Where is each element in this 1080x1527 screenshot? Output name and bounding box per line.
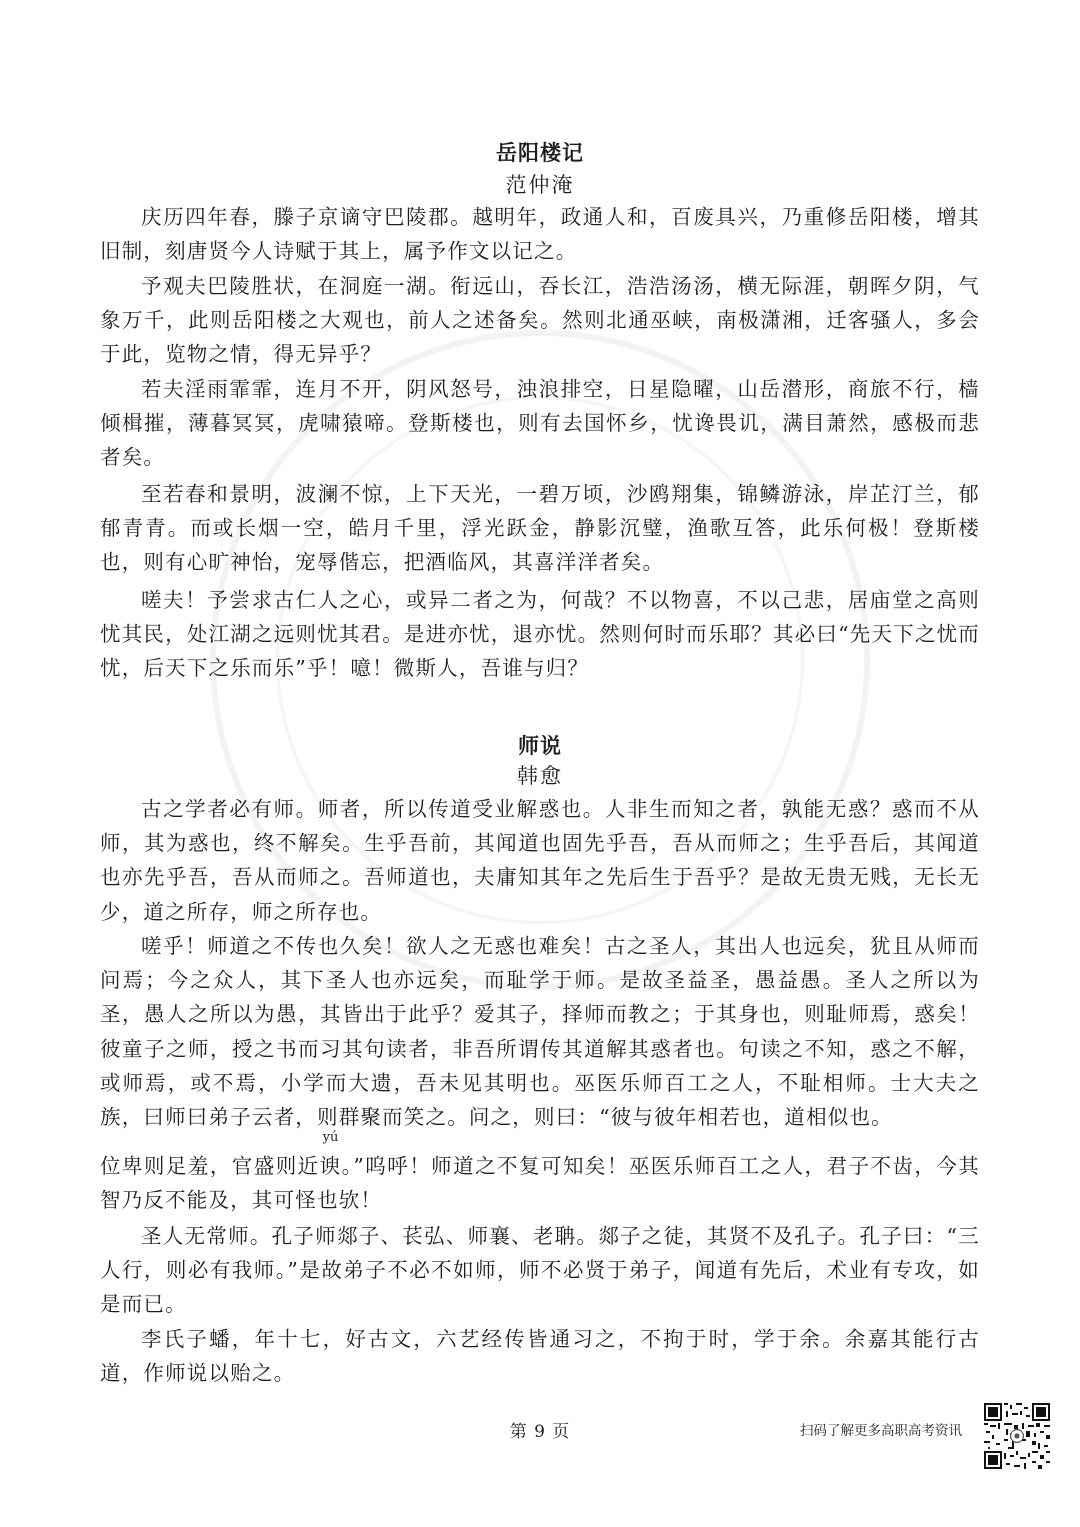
essay1-paragraph-4: 至若春和景明，波澜不惊，上下天光，一碧万顷，沙鸥翔集，锦鳞游泳，岸芷汀兰，郁郁青青。而或长烟一空，皓月千里，浮光跃金，静影沉璧，渔歌互答，此乐何极！登斯楼也，则有心旷神怡，宠辱偕忘，把酒临风，其喜洋洋者矣。 (100, 482, 980, 575)
essay1-paragraph-3: 若夫淫雨霏霏，连月不开，阴风怒号，浊浪排空，日星隐曜，山岳潜形，商旅不行，樯倾楫摧，薄暮冥冥，虎啸猿啼。登斯楼也，则有去国怀乡，忧谗畏讥，满目萧然，感极而悲者矣。 (100, 377, 980, 470)
annotated-character-base: 谀 (319, 1154, 342, 1178)
essay1-title: 岳阳楼记 (496, 141, 584, 165)
pinyin-annotation: yú (322, 1130, 339, 1145)
essay2-author: 韩愈 (517, 764, 563, 788)
qr-code-icon[interactable] (984, 1403, 1050, 1469)
essay2-title: 师说 (518, 734, 562, 758)
text-run: 位卑则足羞，官盛则近 (100, 1154, 320, 1178)
essay2-paragraph-4: 李氏子蟠，年十七，好古文，六艺经传皆通习之，不拘于时，学于余。余嘉其能行古道，作师说以贻之。 (100, 1327, 980, 1386)
essay2-paragraph-2-continued (100, 1130, 980, 1217)
essay2-paragraph-3: 圣人无常师。孔子师郯子、苌弘、师襄、老聃。郯子之徒，其贤不及孔子。孔子曰：“三人行，则必有我师。”是故弟子不必不如师，师不必贤于弟子，闻道有先后，术业有专攻，如是而已。 (100, 1224, 980, 1317)
essay2-paragraph-2: 嗟乎！师道之不传也久矣！欲人之无惑也难矣！古之圣人，其出人也远矣，犹且从师而问焉；今之众人，其下圣人也亦远矣，而耻学于师。是故圣益圣，愚益愚。圣人之所以为圣，愚人之所以为愚，其皆出于此乎？爱其子，择师而教之；于其身也，则耻师焉，惑矣！彼童子之师，授之书而习其句读者，非吾所谓传其道解其惑者也。句读之不知，惑之不解，或师焉，或不焉，小学而大遗，吾未见其明也。巫医乐师百工之人，不耻相师。士大夫之族，曰师曰弟子云者，则群聚而笑之。问之，则曰：“彼与彼年相若也，道相似也。 (100, 934, 980, 1130)
qr-caption: 扫码了解更多高职高考资讯 (800, 1423, 962, 1439)
essay1-paragraph-5: 嗟夫！予尝求古仁人之心，或异二者之为，何哉？不以物喜，不以己悲，居庙堂之高则忧其民，处江湖之远则忧其君。是进亦忧，退亦忧。然则何时而乐耶？其必曰“先天下之忧而忧，后天下之乐而乐”乎！噫！微斯人，吾谁与归？ (100, 588, 980, 681)
page-number: 第 9 页 (509, 1422, 571, 1442)
annotated-character (319, 1130, 342, 1183)
essay2-paragraph-1: 古之学者必有师。师者，所以传道受业解惑也。人非生而知之者，孰能无惑？惑而不从师，其为惑也，终不解矣。生乎吾前，其闻道也固先乎吾，吾从而师之；生乎吾后，其闻道也亦先乎吾，吾从而师之。吾师道也，夫庸知其年之先后生于吾乎？是故无贵无贱，无长无少，道之所存，师之所存也。 (100, 797, 980, 924)
text-run: 。”呜呼！师道之不复可知矣！巫医乐师百工之人，君子不齿，今其智乃反不能及，其可怪也欤！ (100, 1154, 980, 1213)
essay1-paragraph-2: 予观夫巴陵胜状，在洞庭一湖。衔远山，吞长江，浩浩汤汤，横无际涯，朝晖夕阴，气象万千，此则岳阳楼之大观也，前人之述备矣。然则北通巫峡，南极潇湘，迁客骚人，多会于此，览物之情，得无异乎？ (100, 274, 980, 367)
essay1-paragraph-1: 庆历四年春，滕子京谪守巴陵郡。越明年，政通人和，百废具兴，乃重修岳阳楼，增其旧制，刻唐贤今人诗赋于其上，属予作文以记之。 (100, 205, 980, 264)
essay1-author: 范仲淹 (505, 173, 575, 197)
